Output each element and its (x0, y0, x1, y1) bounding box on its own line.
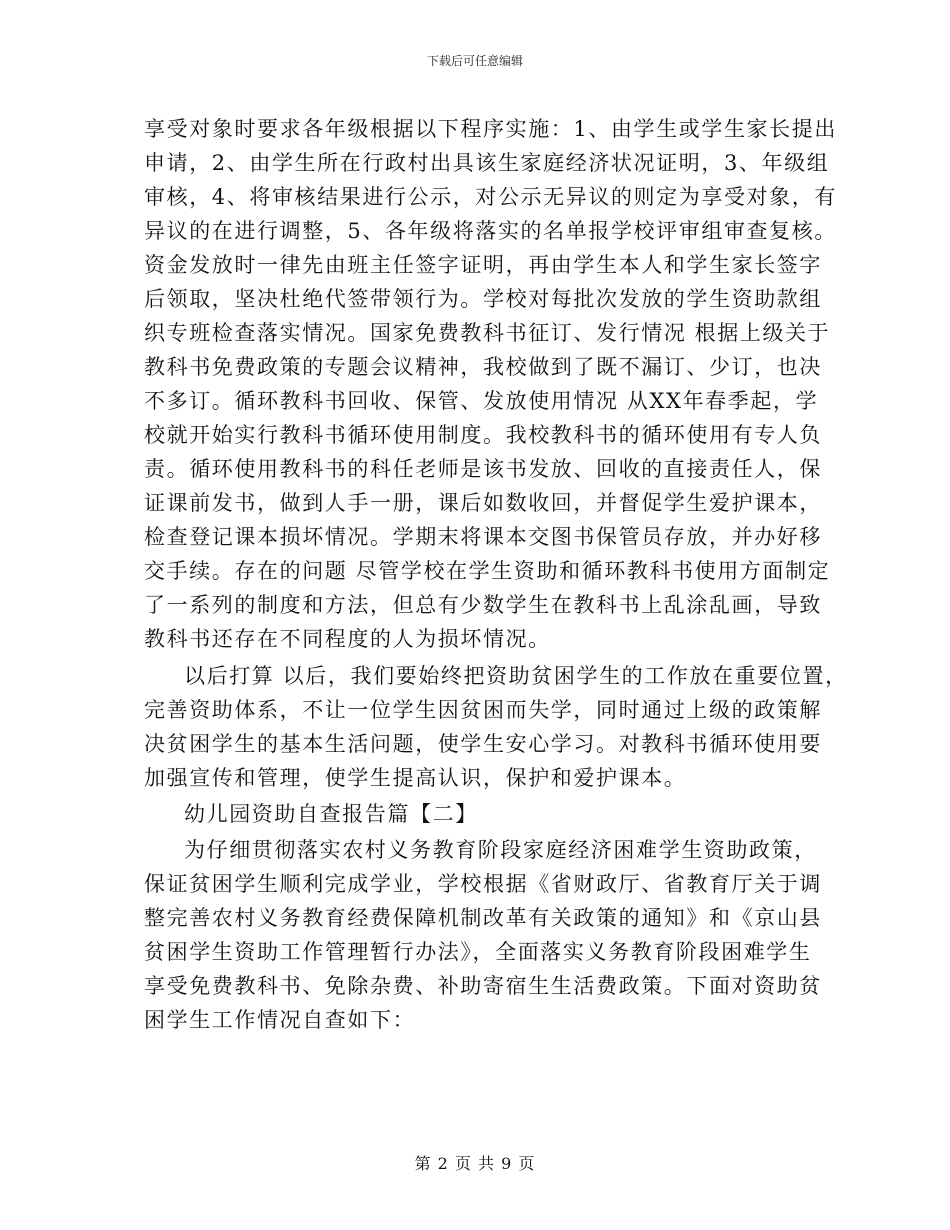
text-line: 决贫困学生的基本生活问题，使学生安心学习。对教科书循环使用要 (144, 732, 822, 756)
text-line: 交手续。存在的问题 尽管学校在学生资助和循环教科书使用方面制定 (144, 559, 831, 583)
text-line: 保证贫困学生顺利完成学业，学校根据《省财政厅、省教育厅关于调 (144, 872, 822, 896)
text-line: 责。循环使用教科书的科任老师是该书发放、回收的直接责任人，保 (144, 457, 822, 481)
text-line: 审核，4、将审核结果进行公示，对公示无异议的则定为享受对象，有 (144, 185, 837, 209)
text-line: 了一系列的制度和方法，但总有少数学生在教科书上乱涂乱画，导致 (144, 593, 822, 617)
text-line: 校就开始实行教科书循环使用制度。我校教科书的循环使用有专人负 (144, 423, 822, 447)
text-line: 证课前发书，做到人手一册，课后如数收回，并督促学生爱护课本， (144, 491, 822, 515)
text-line: 检查登记课本损坏情况。学期末将课本交图书保管员存放，并办好移 (144, 525, 822, 549)
text-line: 困学生工作情况自查如下： (144, 1008, 416, 1032)
text-line: 贫困学生资助工作管理暂行办法》，全面落实义务教育阶段困难学生 (144, 940, 812, 964)
text-line: 教科书还存在不同程度的人为损坏情况。 (144, 627, 551, 651)
paragraph-first-line: 为仔细贯彻落实农村义务教育阶段家庭经济困难学生资助政策， (184, 838, 817, 862)
text-line: 整完善农村义务教育经费保障机制改革有关政策的通知》和《京山县 (144, 906, 822, 930)
paragraph-first-line: 以后打算 以后，我们要始终把资助贫困学生的工作放在重要位置， (184, 664, 848, 688)
text-line: 申请，2、由学生所在行政村出具该生家庭经济状况证明，3、年级组 (144, 151, 830, 175)
text-line: 织专班检查落实情况。国家免费教科书征订、发行情况 根据上级关于 (144, 321, 831, 345)
text-line: 教科书免费政策的专题会议精神，我校做到了既不漏订、少订，也决 (144, 355, 822, 379)
text-line: 完善资助体系，不让一位学生因贫困而失学，同时通过上级的政策解 (144, 698, 822, 722)
text-line: 加强宣传和管理，使学生提高认识，保护和爱护课本。 (144, 766, 687, 790)
text-line: 享受对象时要求各年级根据以下程序实施：1、由学生或学生家长提出 (144, 117, 837, 141)
page-header: 下载后可任意编辑 (426, 54, 523, 68)
text-line: 享受免费教科书、免除杂费、补助寄宿生生活费政策。下面对资助贫 (144, 974, 822, 998)
text-line: 后领取，坚决杜绝代签带领行为。学校对每批次发放的学生资助款组 (144, 287, 822, 311)
text-line: 不多订。循环教科书回收、保管、发放使用情况 从XX年春季起，学 (144, 389, 819, 413)
page-footer: 第 2 页 共 9 页 (414, 1154, 536, 1173)
text-line: 资金发放时一律先由班主任签字证明，再由学生本人和学生家长签字 (144, 253, 822, 277)
text-line: 异议的在进行调整，5、各年级将落实的名单报学校评审组审查复核。 (144, 219, 837, 243)
section-heading: 幼儿园资助自查报告篇【二】 (184, 802, 478, 826)
